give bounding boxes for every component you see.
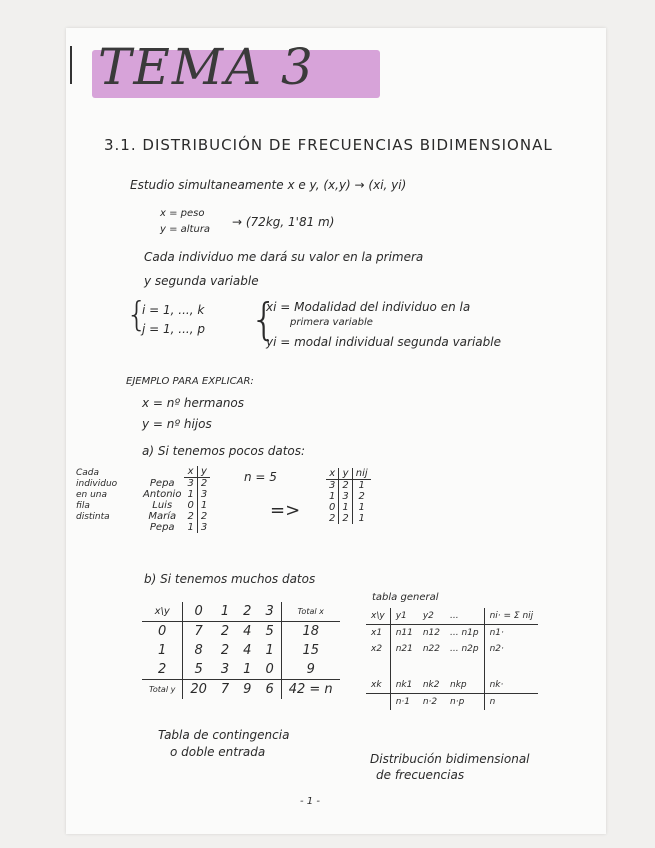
person-name: Antonio bbox=[143, 489, 182, 500]
spacer-cell bbox=[484, 657, 538, 677]
cell: 1 bbox=[187, 522, 194, 533]
cell: 3 bbox=[197, 522, 210, 533]
cell: 1 bbox=[339, 502, 352, 513]
cell: 2 bbox=[339, 513, 352, 524]
col-header: y bbox=[197, 466, 210, 478]
row-header: x1 bbox=[371, 628, 383, 638]
person-name: Pepa bbox=[149, 522, 175, 533]
side-note-line: Cada bbox=[76, 468, 100, 478]
person-name: María bbox=[148, 511, 177, 522]
side-note-line: distinta bbox=[76, 512, 110, 522]
cell: 0 bbox=[329, 502, 336, 513]
col-header: 2 bbox=[236, 602, 258, 622]
side-note bbox=[76, 468, 117, 523]
cell: 1 bbox=[197, 500, 210, 511]
side-note-line: en una bbox=[76, 490, 108, 500]
page-title: TEMA 3 bbox=[98, 38, 315, 96]
cell: 2 bbox=[220, 624, 230, 639]
col-header: x bbox=[326, 468, 339, 480]
spacer-cell bbox=[366, 657, 390, 677]
cell: n12 bbox=[422, 628, 440, 638]
page-margin-mark bbox=[70, 46, 72, 84]
row-header: 0 bbox=[158, 624, 167, 639]
yi-definition: yi = modal individual segunda variable bbox=[266, 335, 501, 349]
n-equals: n = 5 bbox=[244, 470, 277, 484]
general-table-label: tabla general bbox=[372, 592, 439, 603]
distribution-caption-1: Distribución bidimensional bbox=[370, 752, 530, 766]
cell: 7 bbox=[183, 622, 214, 642]
col-header: ni· = Σ nij bbox=[484, 608, 538, 625]
corner-cell: x\y bbox=[142, 602, 183, 622]
xi-definition: xi = Modalidad del individuo en la bbox=[266, 300, 471, 314]
cell: n1· bbox=[484, 625, 538, 642]
brace-right: { bbox=[250, 294, 278, 345]
spacer-cell bbox=[445, 657, 484, 677]
general-table bbox=[366, 608, 538, 710]
col-header: 0 bbox=[183, 602, 214, 622]
brace-left: { bbox=[126, 295, 148, 335]
cell: 2 bbox=[187, 511, 194, 522]
y-definition: y = nº hijos bbox=[142, 417, 212, 431]
page-number: - 1 - bbox=[300, 796, 320, 807]
cell: 8 bbox=[183, 641, 214, 660]
row-header: 1 bbox=[158, 643, 167, 658]
cell: ... n1p bbox=[450, 628, 479, 638]
cell: 3 bbox=[329, 480, 336, 491]
cell: 2 bbox=[197, 478, 210, 490]
corner-cell: x\y bbox=[366, 608, 390, 625]
total-cell bbox=[366, 694, 390, 711]
col-header: 3 bbox=[258, 602, 281, 622]
cell: 1 bbox=[352, 480, 370, 492]
cell: 1 bbox=[187, 489, 194, 500]
cell: 0 bbox=[187, 500, 194, 511]
side-note-line: fila bbox=[76, 501, 90, 511]
col-header: nij bbox=[352, 468, 370, 480]
total-cell: n·1 bbox=[390, 694, 418, 711]
total-cell: 7 bbox=[214, 680, 236, 700]
contingency-caption-1: Tabla de contingencia bbox=[158, 728, 290, 742]
cell: 3 bbox=[339, 491, 352, 502]
col-header: 1 bbox=[214, 602, 236, 622]
cell: 2 bbox=[329, 513, 336, 524]
cell: nk1 bbox=[390, 677, 418, 694]
distribution-caption-2: de frecuencias bbox=[376, 768, 465, 782]
individual-table bbox=[140, 466, 210, 533]
cell: ... n2p bbox=[450, 644, 479, 654]
section-heading: 3.1. DISTRIBUCIÓN DE FRECUENCIAS BIDIMENSIONAL bbox=[104, 136, 553, 154]
ejemplo-heading: EJEMPLO PARA EXPLICAR: bbox=[126, 376, 254, 387]
example-value: → (72kg, 1'81 m) bbox=[232, 215, 335, 229]
cell: 2 bbox=[197, 511, 210, 522]
cell: 2 bbox=[339, 480, 352, 492]
total-cell: n bbox=[484, 694, 538, 711]
cell: 3 bbox=[197, 489, 210, 500]
col-header: ... bbox=[445, 608, 484, 625]
cell: 1 bbox=[243, 662, 252, 677]
col-header: Total x bbox=[281, 602, 339, 622]
cell: nk· bbox=[484, 677, 538, 694]
frequency-table bbox=[326, 468, 371, 524]
cell: 5 bbox=[183, 660, 214, 680]
person-name: Pepa bbox=[149, 477, 175, 489]
total-label: Total y bbox=[142, 680, 183, 700]
x-definition: x = nº hermanos bbox=[142, 396, 245, 410]
case-a: a) Si tenemos pocos datos: bbox=[142, 444, 306, 458]
row-header: x2 bbox=[371, 644, 383, 654]
total-cell: 6 bbox=[258, 680, 281, 700]
col-header: y2 bbox=[418, 608, 445, 625]
cell: 1 bbox=[352, 502, 370, 513]
cada-line-1: Cada individuo me dará su valor en la primera bbox=[144, 250, 424, 264]
cell: 2 bbox=[220, 643, 230, 658]
contingency-table bbox=[142, 602, 340, 699]
total-cell: 42 = n bbox=[281, 680, 339, 700]
cell: 2 bbox=[352, 491, 370, 502]
i-range: i = 1, ..., k bbox=[142, 303, 205, 317]
cell: 1 bbox=[352, 513, 370, 524]
cell: 4 bbox=[243, 624, 252, 639]
cell: 18 bbox=[281, 622, 339, 642]
cell: 0 bbox=[265, 662, 274, 677]
peso-line: x = peso bbox=[160, 208, 205, 219]
implies-arrow: => bbox=[270, 500, 301, 521]
case-b: b) Si tenemos muchos datos bbox=[144, 572, 316, 586]
cell: 4 bbox=[243, 643, 252, 658]
cell: n22 bbox=[422, 644, 440, 654]
estudio-line: Estudio simultaneamente x e y, (x,y) → (xi, yi) bbox=[130, 178, 407, 192]
cell: 3 bbox=[220, 662, 230, 677]
cada-line-2: y segunda variable bbox=[144, 274, 259, 288]
col-header: y bbox=[339, 468, 352, 480]
altura-line: y = altura bbox=[160, 224, 211, 235]
cell: 1 bbox=[329, 491, 336, 502]
cell: nk2 bbox=[422, 680, 440, 690]
total-cell: 20 bbox=[183, 680, 214, 700]
total-cell: 9 bbox=[236, 680, 258, 700]
side-note-line: individuo bbox=[76, 479, 118, 489]
cell: n21 bbox=[390, 641, 418, 657]
cell: 3 bbox=[187, 478, 194, 489]
spacer-cell bbox=[418, 657, 445, 677]
cell: n11 bbox=[390, 625, 418, 642]
spacer-cell bbox=[390, 657, 418, 677]
row-header: xk bbox=[371, 680, 382, 690]
cell: 5 bbox=[265, 624, 274, 639]
col-header: y1 bbox=[390, 608, 418, 625]
cell: 15 bbox=[281, 641, 339, 660]
cell: n2· bbox=[484, 641, 538, 657]
total-cell: n·2 bbox=[418, 694, 445, 711]
xi-definition-2: primera variable bbox=[290, 317, 373, 328]
cell: 1 bbox=[265, 643, 274, 658]
total-cell: n·p bbox=[445, 694, 484, 711]
row-header: 2 bbox=[158, 662, 167, 677]
j-range: j = 1, ..., p bbox=[142, 322, 205, 336]
contingency-caption-2: o doble entrada bbox=[170, 745, 266, 759]
cell: nkp bbox=[450, 680, 467, 690]
person-name: Luis bbox=[152, 500, 173, 511]
col-header: x bbox=[184, 466, 197, 478]
cell: 9 bbox=[281, 660, 339, 680]
